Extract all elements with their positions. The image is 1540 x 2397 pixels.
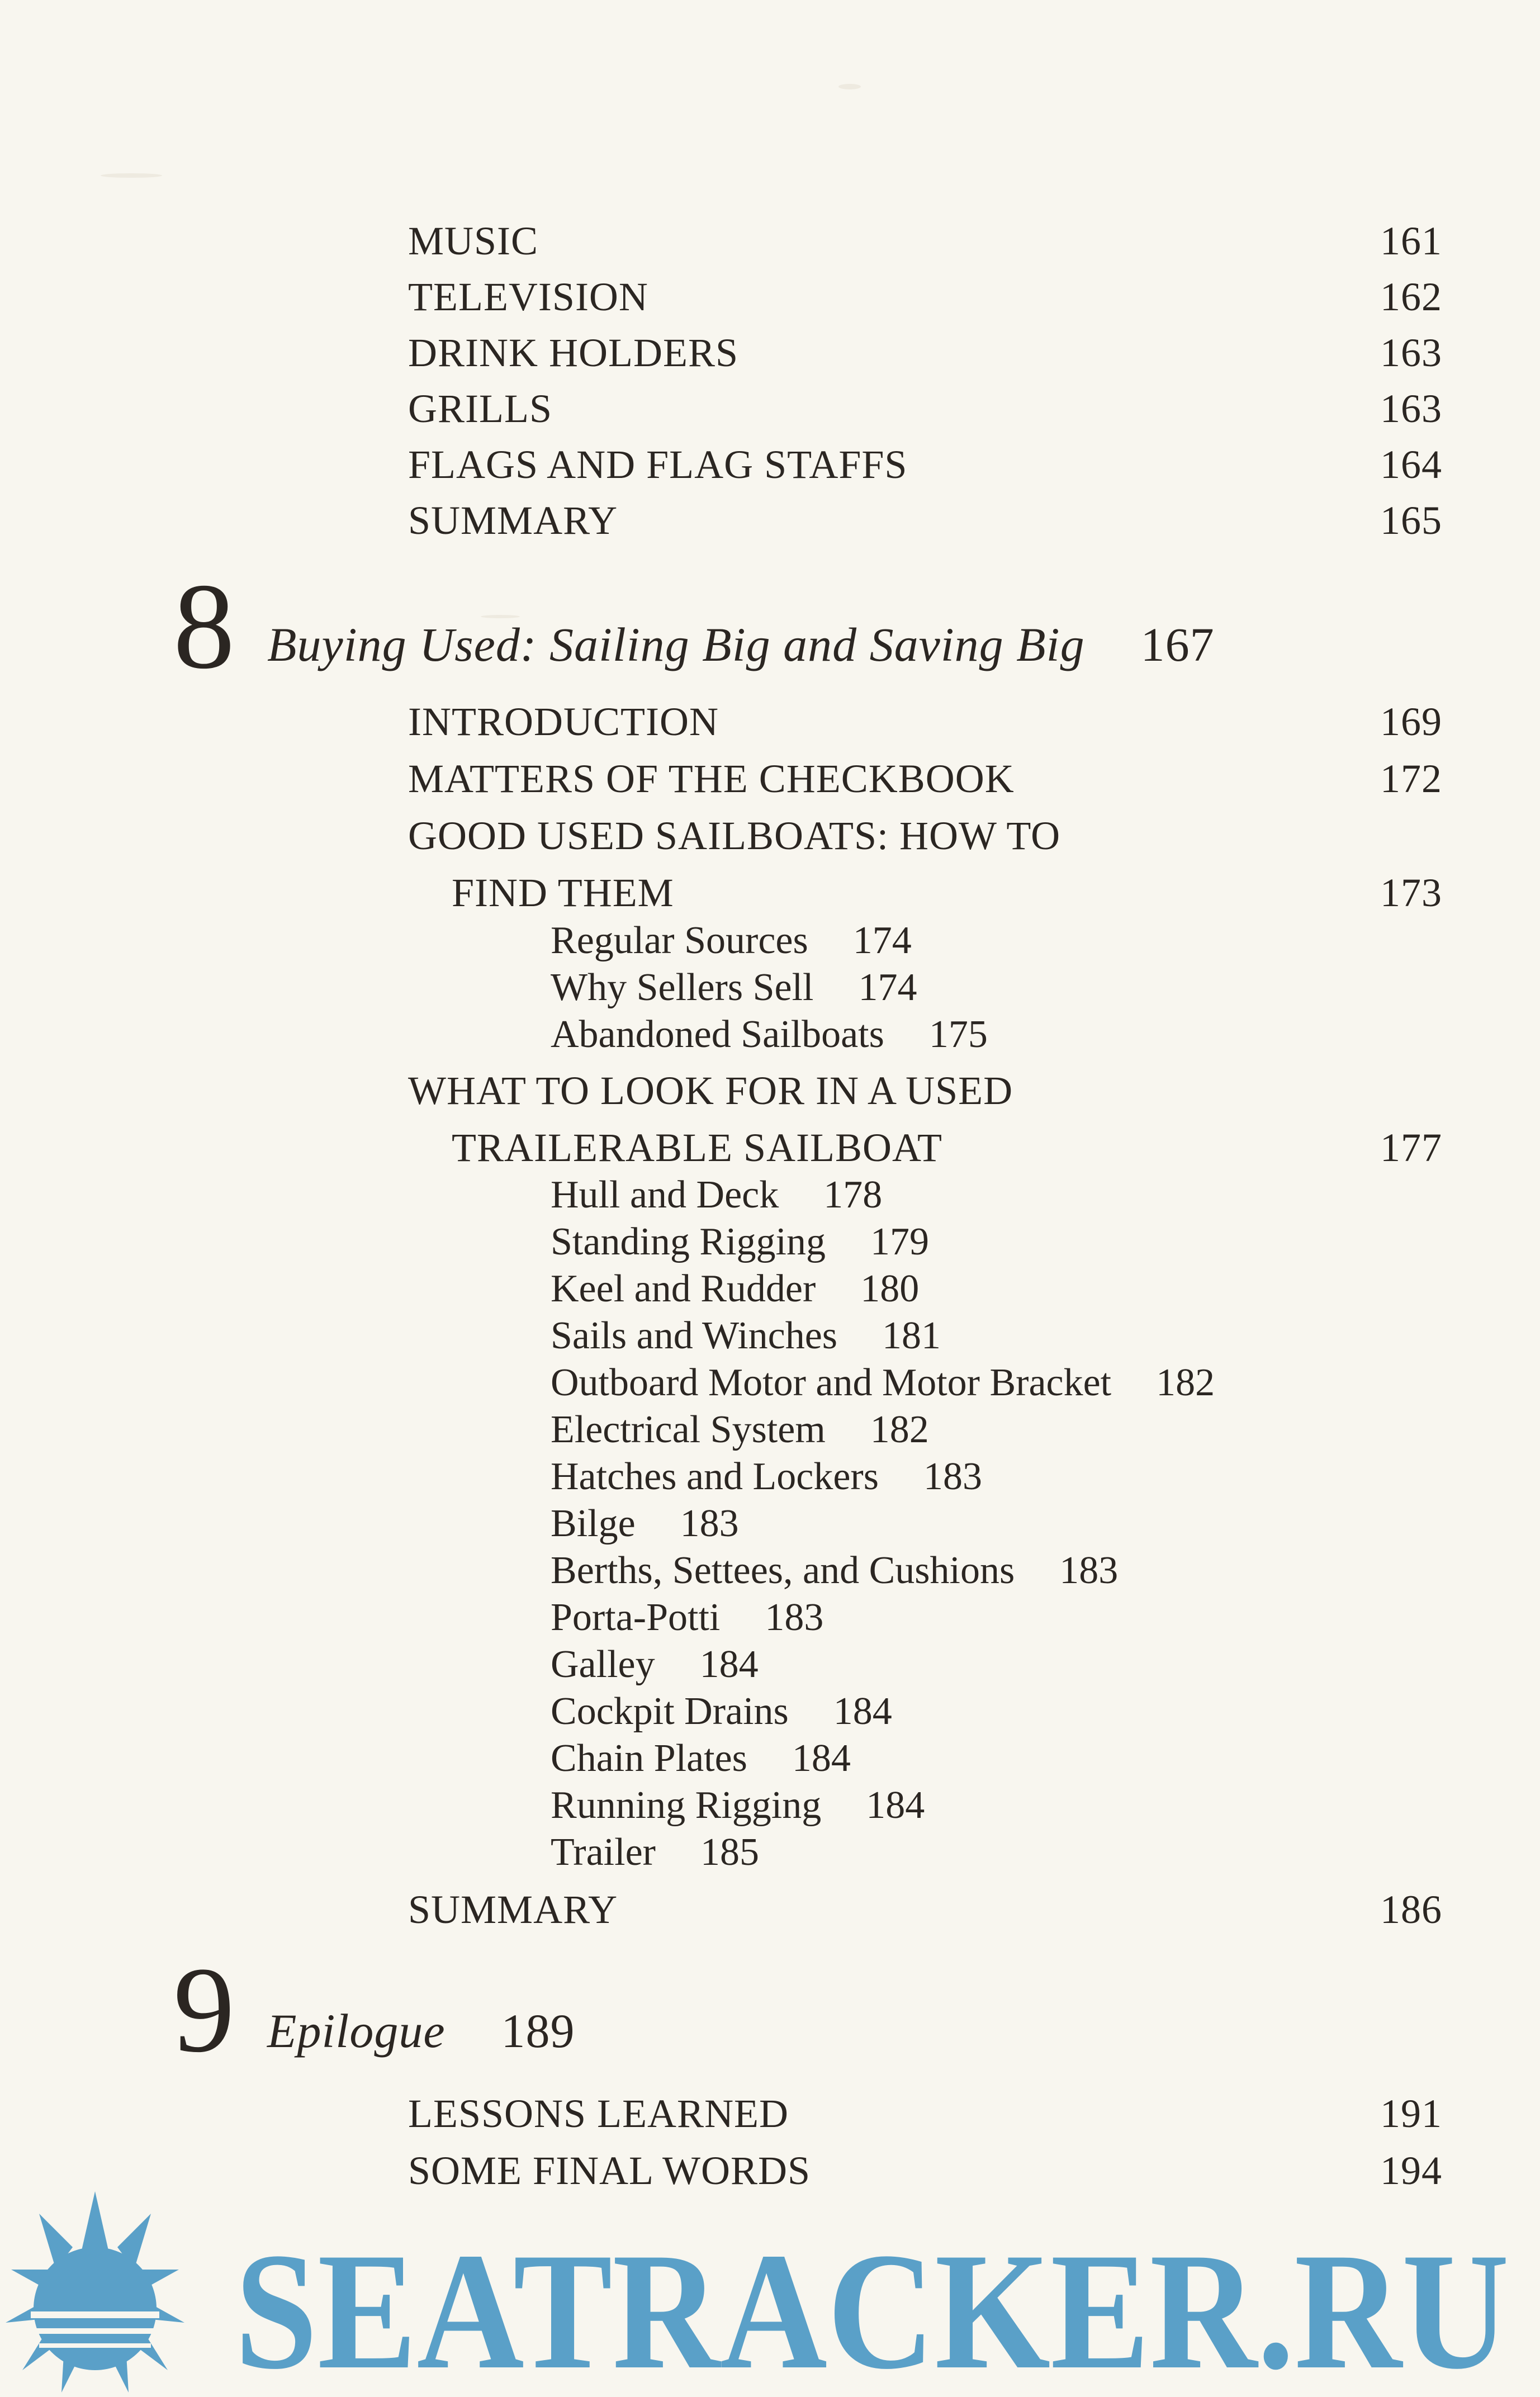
toc-subentry [551, 1269, 919, 1309]
toc-subentry-page: 183 [680, 1502, 739, 1545]
toc-entry-label: SOME FINAL WORDS [408, 2148, 811, 2193]
toc-subentry-label: Trailer [551, 1831, 656, 1874]
chapter-number: 8 [173, 558, 235, 694]
toc-subentry-page: 180 [860, 1267, 920, 1310]
toc-subentry-page: 184 [792, 1737, 851, 1780]
toc-subentry [551, 1316, 941, 1356]
toc-entry-page: 172 [1380, 756, 1442, 801]
paper-mark [101, 173, 162, 178]
toc-entry-label: GOOD USED SAILBOATS: HOW TO [408, 813, 1061, 858]
toc-entry-page: 165 [1380, 498, 1442, 543]
toc-entry-label: SUMMARY [408, 498, 618, 543]
toc-subentry-label: Porta-Potti [551, 1596, 721, 1639]
watermark-logo [0, 2169, 1540, 2397]
toc-subentry [551, 1598, 823, 1637]
toc-subentry-page: 183 [923, 1455, 982, 1498]
toc-subentry [551, 1173, 883, 1216]
toc-subentry-label: Hatches and Lockers [551, 1455, 879, 1498]
toc-entry-page: 163 [1380, 330, 1442, 375]
chapter-title: Epilogue [267, 2004, 446, 2058]
toc-entry-label: INTRODUCTION [408, 699, 719, 744]
toc-entry-page: 163 [1380, 386, 1442, 431]
toc-entry-page: 161 [1380, 219, 1442, 263]
toc-entry-label: SUMMARY [408, 1887, 618, 1932]
toc-subentry [551, 1833, 759, 1872]
toc-subentry-label: Electrical System [551, 1408, 826, 1451]
toc-subentry-label: Berths, Settees, and Cushions [551, 1549, 1015, 1592]
toc-subentry-label: Outboard Motor and Motor Bracket [551, 1361, 1112, 1404]
toc-entry-label: TRAILERABLE SAILBOAT [452, 1125, 942, 1170]
toc-subentry-page: 174 [858, 966, 917, 1009]
toc-entry-page: 186 [1380, 1887, 1442, 1932]
toc-subentry-label: Running Rigging [551, 1784, 822, 1827]
toc-subentry [551, 1457, 982, 1496]
toc-subentry-page: 184 [833, 1690, 892, 1733]
toc-subentry [551, 1015, 988, 1054]
toc-subentry-page: 178 [823, 1173, 883, 1216]
toc-entry-label: DRINK HOLDERS [408, 330, 739, 375]
toc-subentry-page: 181 [882, 1314, 941, 1357]
chapter-page: 189 [501, 2004, 575, 2058]
toc-subentry-page: 175 [928, 1013, 988, 1056]
toc-subentry [551, 1551, 1118, 1590]
paper-mark [838, 84, 861, 89]
toc-subentry-label: Why Sellers Sell [551, 966, 814, 1009]
toc-entry-label: FLAGS AND FLAG STAFFS [408, 442, 908, 487]
toc-subentry-label: Abandoned Sailboats [551, 1013, 884, 1056]
toc-subentry-label: Bilge [551, 1502, 636, 1545]
toc-entry-page: 162 [1380, 274, 1442, 319]
toc-subentry [551, 968, 917, 1007]
toc-subentry-page: 179 [870, 1220, 929, 1263]
toc-subentry [551, 1739, 851, 1778]
toc-subentry-label: Cockpit Drains [551, 1690, 789, 1733]
watermark-text: SEATRACKER.RU [235, 2218, 1509, 2397]
toc-subentry-page: 183 [765, 1596, 824, 1639]
toc-subentry-page: 182 [870, 1408, 929, 1451]
toc-subentry-label: Hull and Deck [551, 1173, 779, 1216]
toc-subentry-page: 183 [1059, 1549, 1119, 1592]
toc-subentry-label: Sails and Winches [551, 1314, 838, 1357]
toc-entry-page: 173 [1380, 870, 1442, 915]
toc-entry-label: WHAT TO LOOK FOR IN A USED [408, 1068, 1013, 1113]
toc-subentry [551, 1645, 759, 1684]
toc-entry-label: LESSONS LEARNED [408, 2091, 789, 2136]
toc-entry-label: MATTERS OF THE CHECKBOOK [408, 756, 1015, 801]
toc-subentry-label: Keel and Rudder [551, 1267, 816, 1310]
toc-entry-page: 177 [1380, 1125, 1442, 1170]
chapter-title: Buying Used: Sailing Big and Saving Big [267, 618, 1085, 671]
toc-subentry-page: 182 [1156, 1361, 1215, 1404]
toc-subentry-page: 184 [866, 1784, 925, 1827]
toc-entry-page: 194 [1380, 2148, 1442, 2193]
toc-entry-label: TELEVISION [408, 274, 648, 319]
toc-entry-page: 191 [1380, 2091, 1442, 2136]
chapter-number: 9 [173, 1941, 235, 2078]
toc-entry-label: GRILLS [408, 386, 552, 431]
toc-subentry [551, 1220, 929, 1263]
toc-entry-page: 164 [1380, 442, 1442, 487]
toc-subentry-page: 185 [700, 1831, 759, 1874]
toc-subentry-page: 174 [852, 919, 912, 962]
sun-icon [6, 2191, 184, 2393]
toc-subentry [551, 1410, 929, 1449]
chapter-title-line [267, 620, 1215, 669]
toc-subentry-label: Regular Sources [551, 919, 808, 962]
toc-subentry-label: Galley [551, 1643, 655, 1686]
toc-subentry [551, 1363, 1215, 1403]
toc-subentry [551, 1504, 739, 1543]
chapter-page: 167 [1140, 618, 1215, 671]
chapter-title-line [267, 2004, 575, 2058]
toc-entry-label: MUSIC [408, 219, 539, 263]
toc-entry-page: 169 [1380, 699, 1442, 744]
toc-subentry [551, 1786, 925, 1825]
toc-subentry-label: Chain Plates [551, 1737, 747, 1780]
toc-entry-label: FIND THEM [452, 870, 674, 915]
toc-subentry-page: 184 [699, 1643, 759, 1686]
toc-subentry-label: Standing Rigging [551, 1220, 826, 1263]
toc-subentry [551, 921, 912, 960]
toc-subentry [551, 1692, 892, 1731]
